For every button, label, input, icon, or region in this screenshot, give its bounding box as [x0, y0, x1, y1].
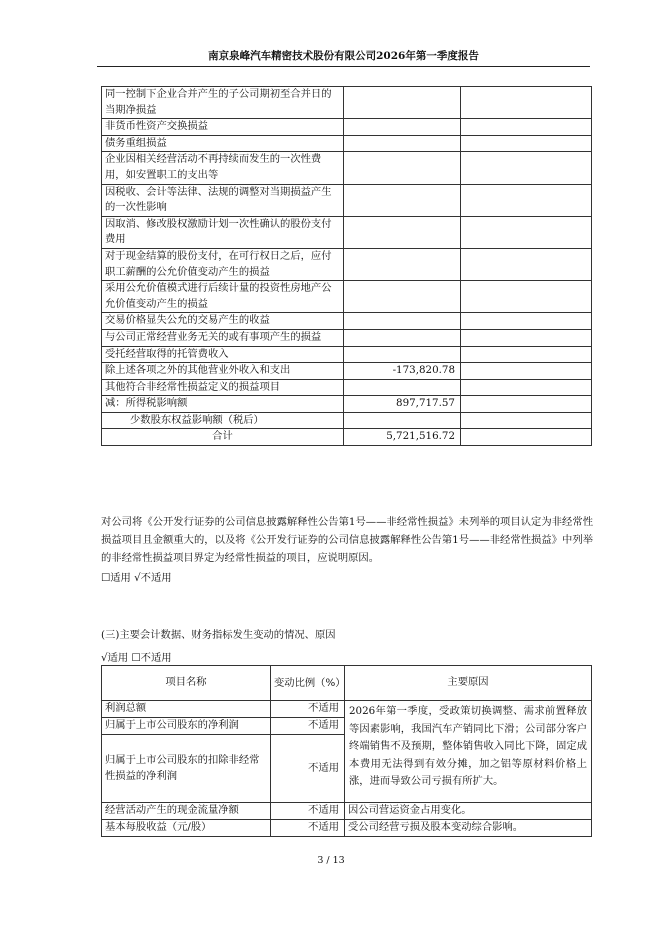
row-note	[461, 248, 592, 280]
table-cell-item: 利润总额	[102, 701, 271, 718]
row-note	[461, 119, 592, 136]
non-recurring-items-table	[101, 86, 592, 446]
row-amount	[344, 119, 461, 136]
row-note	[461, 281, 592, 313]
row-amount: -173,820.78	[344, 363, 461, 380]
table-cell-ratio: 不适用	[271, 701, 345, 718]
table-cell-reason: 因公司营运资金占用变化。	[345, 803, 592, 820]
table-row	[102, 429, 592, 446]
table-row	[102, 184, 592, 216]
row-note	[461, 429, 592, 446]
row-amount	[344, 87, 461, 119]
table-row	[102, 281, 592, 313]
table-row	[102, 135, 592, 152]
row-amount: 5,721,516.72	[344, 429, 461, 446]
table-cell-item: 归属于上市公司股东的扣除非经常性损益的净利润	[102, 735, 271, 803]
row-amount: 897,717.57	[344, 396, 461, 413]
page-header: 南京泉峰汽车精密技术股份有限公司2026年第一季度报告	[97, 48, 590, 67]
table-row	[102, 379, 592, 396]
header-ratio: 变动比例（%）	[271, 666, 345, 701]
table-row	[102, 248, 592, 280]
row-note	[461, 184, 592, 216]
row-amount	[344, 412, 461, 429]
row-label: 与公司正常经营业务无关的或有事项产生的损益	[102, 329, 344, 346]
row-note	[461, 87, 592, 119]
row-label: 合计	[102, 429, 344, 446]
row-note	[461, 135, 592, 152]
row-label: 交易价格显失公允的交易产生的收益	[102, 313, 344, 330]
row-amount	[344, 152, 461, 184]
row-label: 减：所得税影响额	[102, 396, 344, 413]
row-amount	[344, 379, 461, 396]
table-cell-item: 基本每股收益（元/股）	[102, 820, 271, 837]
row-amount	[344, 313, 461, 330]
row-label: 债务重组损益	[102, 135, 344, 152]
row-label: 采用公允价值模式进行后续计量的投资性房地产公允价值变动产生的损益	[102, 281, 344, 313]
table-row	[102, 412, 592, 429]
row-label: 除上述各项之外的其他营业外收入和支出	[102, 363, 344, 380]
table-cell-item: 归属于上市公司股东的净利润	[102, 718, 271, 735]
table-row	[102, 313, 592, 330]
merged-reason-cell: 2026年第一季度，受政策切换调整、需求前置释放等因素影响，我国汽车产销同比下滑；公司部分客户终端销售不及预期，整体销售收入同比下降，固定成本费用无法得到有效分摊，加之铝等原材料价格上涨，进而导致公司亏损有所扩大。	[345, 701, 592, 803]
row-note	[461, 379, 592, 396]
table-cell-ratio: 不适用	[271, 803, 345, 820]
row-note	[461, 412, 592, 429]
table-cell-ratio: 不适用	[271, 735, 345, 803]
row-note	[461, 313, 592, 330]
row-note	[461, 329, 592, 346]
row-amount	[344, 346, 461, 363]
row-note	[461, 152, 592, 184]
row-amount	[344, 216, 461, 248]
row-label: 少数股东权益影响额（税后）	[102, 412, 344, 429]
row-amount	[344, 248, 461, 280]
row-label: 因取消、修改股权激励计划一次性确认的股份支付费用	[102, 216, 344, 248]
table-cell-reason: 受公司经营亏损及股本变动综合影响。	[345, 820, 592, 837]
table-row	[102, 363, 592, 380]
row-amount	[344, 329, 461, 346]
page-number: 3 / 13	[317, 855, 345, 866]
explanation-paragraph: 对公司将《公开发行证券的公司信息披露解释性公告第1号——非经常性损益》未列举的项目认定为非经常性损益项目且金额重大的，以及将《公开发行证券的公司信息披露解释性公告第1号——非经常性损益》中列举的非经常性损益项目界定为经常性损益的项目，应说明原因。	[101, 516, 593, 564]
table-row	[102, 152, 592, 184]
table-row	[102, 396, 592, 413]
row-label: 非货币性资产交换损益	[102, 119, 344, 136]
table-cell-ratio: 不适用	[271, 820, 345, 837]
table-row	[102, 87, 592, 119]
header-item: 项目名称	[102, 666, 271, 701]
table-row	[102, 119, 592, 136]
section-title: (三)主要会计数据、财务指标发生变动的情况、原因	[101, 629, 336, 641]
table-cell-ratio: 不适用	[271, 718, 345, 735]
row-amount	[344, 135, 461, 152]
applicability-option-2: √适用 ☐不适用	[101, 652, 172, 664]
table-row	[102, 329, 592, 346]
table-cell-item: 经营活动产生的现金流量净额	[102, 803, 271, 820]
metric-change-table	[101, 665, 592, 837]
applicability-option-1: ☐适用 √不适用	[101, 572, 172, 584]
row-note	[461, 363, 592, 380]
row-label: 其他符合非经常性损益定义的损益项目	[102, 379, 344, 396]
row-label: 对于现金结算的股份支付，在可行权日之后，应付职工薪酬的公允价值变动产生的损益	[102, 248, 344, 280]
row-note	[461, 396, 592, 413]
table-row	[102, 216, 592, 248]
row-label: 受托经营取得的托管费收入	[102, 346, 344, 363]
row-label: 同一控制下企业合并产生的子公司期初至合并日的当期净损益	[102, 87, 344, 119]
row-note	[461, 216, 592, 248]
row-amount	[344, 184, 461, 216]
table-row	[102, 346, 592, 363]
row-label: 因税收、会计等法律、法规的调整对当期损益产生的一次性影响	[102, 184, 344, 216]
row-label: 企业因相关经营活动不再持续而发生的一次性费用，如安置职工的支出等	[102, 152, 344, 184]
row-note	[461, 346, 592, 363]
header-reason: 主要原因	[345, 666, 592, 701]
row-amount	[344, 281, 461, 313]
